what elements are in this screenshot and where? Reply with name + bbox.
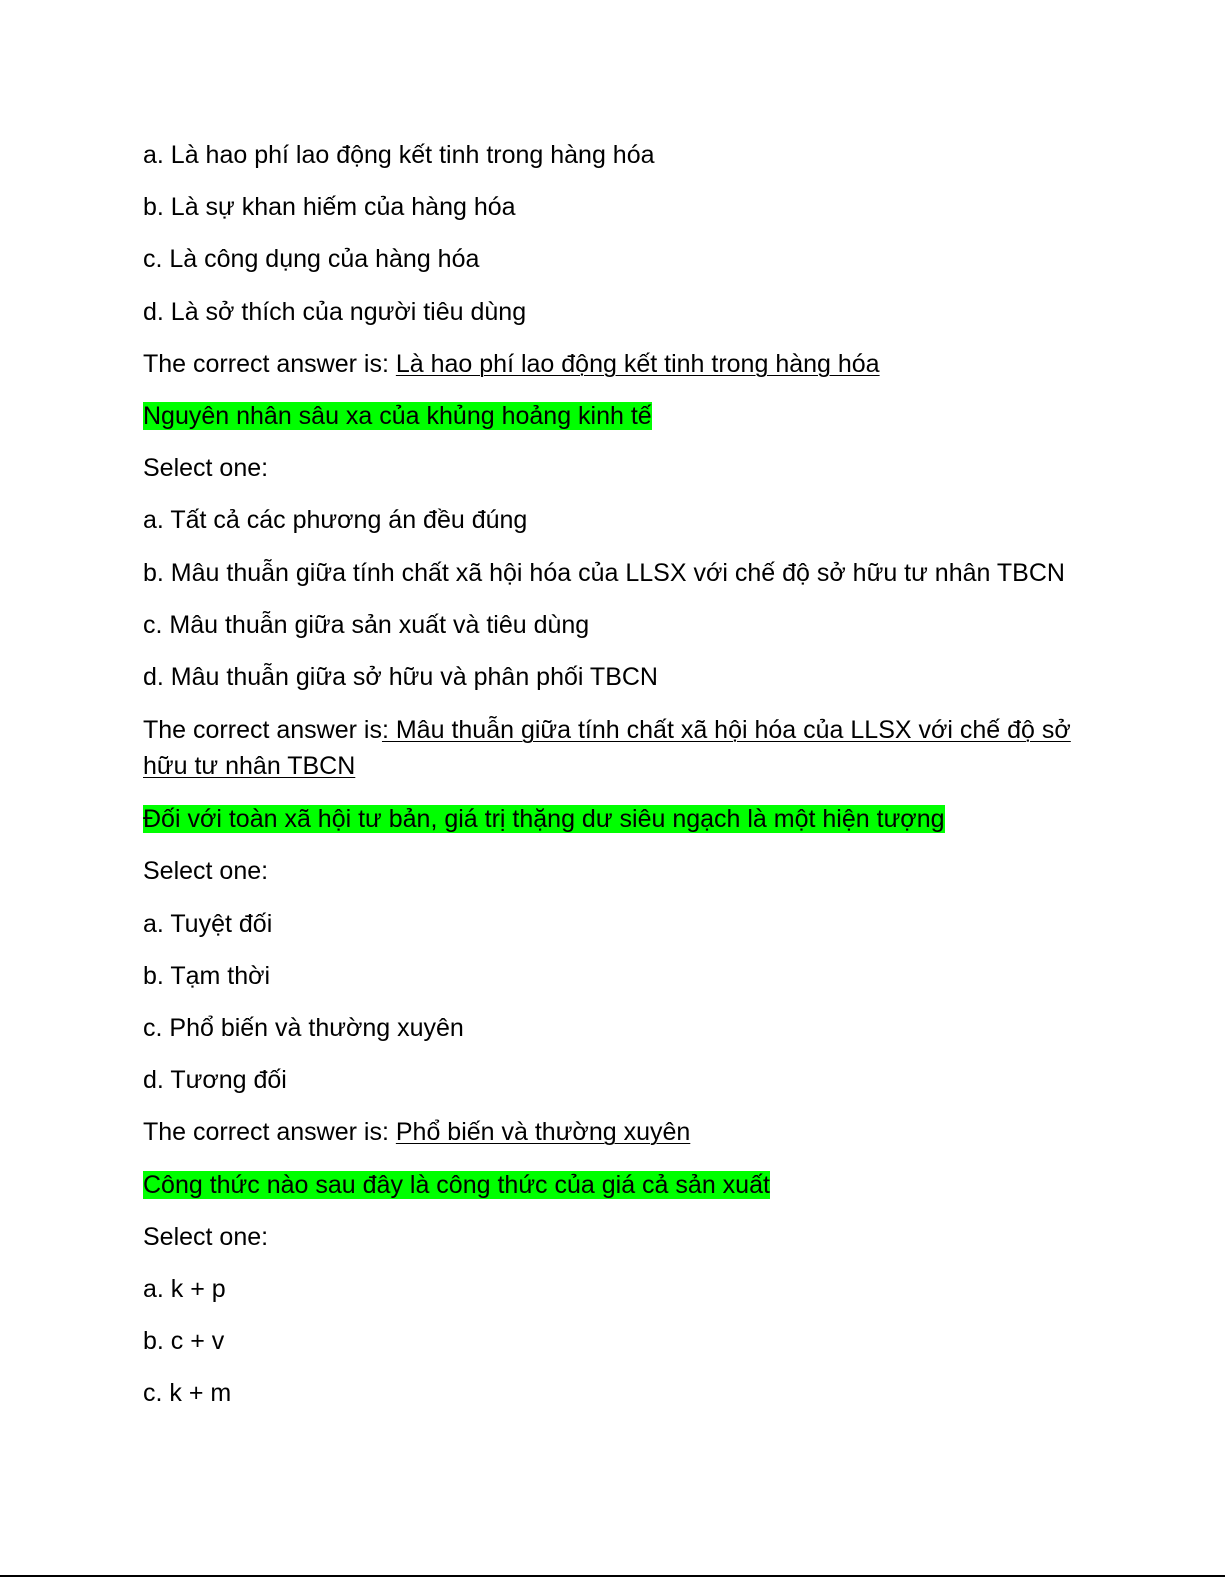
question-title: [143, 399, 1083, 433]
select-one-label: Select one:: [143, 857, 269, 886]
correct-answer-text: Phổ biến và thường xuyên: [395, 1118, 691, 1147]
question-highlight: Công thức nào sau đây là công thức của giá cả sản xuất: [143, 1170, 770, 1199]
correct-answer-line: [143, 347, 1083, 381]
question-title: [143, 802, 1083, 836]
correct-answer-line: [143, 1115, 1083, 1149]
option-c: c. Phổ biến và thường xuyên: [143, 1014, 464, 1042]
option-d: d. Là sở thích của người tiêu dùng: [143, 297, 527, 326]
option-c: c. k + m: [143, 1379, 232, 1408]
option-b: b. c + v: [143, 1327, 225, 1356]
option-d: d. Tương đối: [143, 1066, 287, 1095]
question-highlight: Nguyên nhân sâu xa của khủng hoảng kinh tế: [143, 401, 652, 430]
correct-answer-prefix: The correct answer is: [143, 716, 382, 745]
correct-answer-prefix: The correct answer is:: [143, 349, 396, 378]
question-title: [143, 1168, 1083, 1202]
correct-answer-text: Là hao phí lao động kết tinh trong hàng hóa: [395, 349, 880, 378]
select-one-label: Select one:: [143, 454, 269, 483]
option-b: b. Mâu thuẫn giữa tính chất xã hội hóa của LLSX với chế độ sở hữu tư nhân TBCN: [143, 558, 1065, 587]
option-b: b. Tạm thời: [143, 961, 271, 990]
option-d: d. Mâu thuẫn giữa sở hữu và phân phối TBCN: [143, 662, 658, 691]
option-a: a. Là hao phí lao động kết tinh trong hàng hóa: [143, 141, 655, 169]
option-a: a. k + p: [143, 1274, 226, 1303]
option-c: c. Mâu thuẫn giữa sản xuất và tiêu dùng: [143, 610, 590, 639]
quiz-content: [143, 138, 1083, 1429]
option-b: b. Là sự khan hiếm của hàng hóa: [143, 193, 516, 222]
select-one-label: Select one:: [143, 1222, 269, 1251]
option-a: a. Tất cả các phương án đều đúng: [143, 506, 528, 535]
correct-answer-text: : Mâu thuẫn giữa tính chất xã hội hóa của LLSX với chế độ sở hữu tư nhân TBCN: [143, 716, 1071, 781]
option-c: c. Là công dụng của hàng hóa: [143, 245, 480, 274]
question-highlight: Đối với toàn xã hội tư bản, giá trị thặng dư siêu ngạch là một hiện tượng: [143, 805, 945, 834]
option-a: a. Tuyệt đối: [143, 909, 273, 938]
correct-answer-line: [143, 712, 1083, 784]
correct-answer-prefix: The correct answer is:: [143, 1118, 396, 1147]
